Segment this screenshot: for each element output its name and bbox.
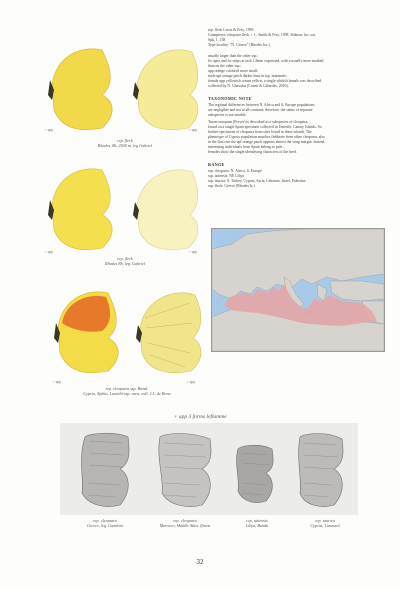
plate-2	[42, 160, 207, 255]
taxonomic-line-5: found on a single Spain specimen collected in Tenerife, Canary Islands. So	[208, 125, 322, 129]
range-line-3: ssp. taurica: S. Turkey, Cyprus, Syria, Lebanon, Israel, Palestine	[208, 179, 306, 183]
taxonomic-line-2: are negligible and not at all constant; therefore, the status of separate	[208, 108, 313, 112]
plate-2-sex-right: ♀ upp	[188, 250, 197, 254]
plate-1-sex-left: ♂ upp	[44, 128, 53, 132]
underside-section-title: ♀ upp 3 forms leflamme	[173, 414, 227, 420]
range-line-1: ssp. cleopatra: N. Africa, S. Europe	[208, 169, 262, 173]
plate-3	[50, 283, 210, 378]
map-graphic	[212, 229, 384, 351]
plate-1	[42, 40, 207, 135]
plate-1-name: rep. fleck	[117, 138, 133, 143]
plate-3-name: rep. cleopatra ssp. Boisd.	[105, 386, 149, 391]
body-line-5: male upf orange patch darker than in ssp. nominate;	[208, 74, 287, 78]
taxonomic-line-1: The regional differences between N. Africa and S. Europe populations	[208, 103, 315, 107]
plate-2-sex-left: ♂ upp	[44, 250, 53, 254]
body-line-3: than on the other ssp.;	[208, 64, 242, 68]
plate-3-sex-right: ♀ upp	[186, 380, 195, 384]
underside-caption-3-locality: Libya, Banda	[245, 523, 269, 528]
taxon-head-line-1: rep. fleck Lucas & Frey, 1993	[208, 28, 254, 32]
taxonomic-line-4: Taxon europaea (Freyer) is described as a subspecies of cleopatra,	[208, 120, 309, 124]
underside-photos	[60, 423, 358, 515]
body-line-4: upp orange coloured more small;	[208, 69, 259, 73]
butterfly-photos-plate-3	[50, 283, 210, 378]
taxon-head-line-4: Type locality: "N. Greece" (Rhodes loc.)	[208, 43, 270, 47]
underside-caption-1-locality: Greece, leg. Gambini	[87, 523, 123, 528]
butterfly-photos-plate-1	[42, 40, 207, 135]
butterfly-photos-plate-2	[42, 160, 207, 255]
underside-caption-3-name: rep. taitensis	[246, 518, 268, 523]
taxon-head-line-2: Gonepteryx cleopatra fleck ♀ L. Smith & Frey, 1958. Sfakion, loc. sat.	[208, 33, 316, 37]
distribution-map	[211, 228, 385, 352]
taxon-head-line-3: Spk, 1. 138	[208, 38, 226, 42]
taxonomic-line-7: phenotype of Cyprus population matches fieldnote from other cleopatra, also	[208, 135, 325, 139]
taxonomic-line-10: females show the single identifying characters of the bred.	[208, 150, 297, 154]
taxonomic-line-9: interesting individuals from Spain belong to pale...	[208, 145, 286, 149]
underside-caption-4-locality: Cyprus, Limassol	[310, 523, 340, 528]
range-line-4: ssp. fleck: Greece (Rhodes Is.)	[208, 184, 255, 188]
plate-3-sex-left: ♂ upp	[52, 380, 61, 384]
plate-3-locality: Cypria, Sfakia, Lassithi-ssp. area, coll. J.L. de Bono	[83, 391, 171, 396]
range-line-2: ssp. taitensis: NE Libya	[208, 174, 245, 178]
taxonomic-line-6: further specimens of cleopatra from sites found in these islands. The	[208, 130, 312, 134]
underside-caption-2-locality: Morocco, Middle Atlas, Ifrane	[159, 523, 211, 528]
body-line-7: collected by N. Ghavalas (Cosmi & Gibardes, 2016).	[208, 84, 289, 88]
underside-caption-4-name: rep. taurica	[315, 518, 335, 523]
taxonomic-line-3: subspecies is not tenable.	[208, 113, 247, 117]
taxonomic-note-heading: TAXONOMIC NOTE	[208, 96, 252, 101]
body-line-1: usually larger than the other ssp.;	[208, 54, 259, 58]
body-line-2: fw apex and fw strips at tack 1,8mm expressed, with a usually more marked	[208, 59, 324, 63]
taxonomic-line-8: in the first one the upf orange patch appears almost the wing margin. Instead,	[208, 140, 326, 144]
underside-caption-1-name: rep. cleopatra	[93, 518, 117, 523]
page-number: 32	[196, 558, 204, 566]
underside-caption-2-name: rep. cleopatra	[173, 518, 197, 523]
range-heading: RANGE	[208, 162, 225, 167]
body-line-6: female upp yellowish cream yellow, a single whitish female was described	[208, 79, 322, 83]
plate-1-locality: Rhodes, 8b, 2500 m, leg Gabriel	[97, 143, 153, 148]
plate-2-name: rep. fleck	[117, 256, 133, 261]
plate-2-locality: Rhodes 8b, leg. Gabriel	[105, 261, 145, 266]
plate-1-sex-right: ♀ upp	[188, 128, 197, 132]
